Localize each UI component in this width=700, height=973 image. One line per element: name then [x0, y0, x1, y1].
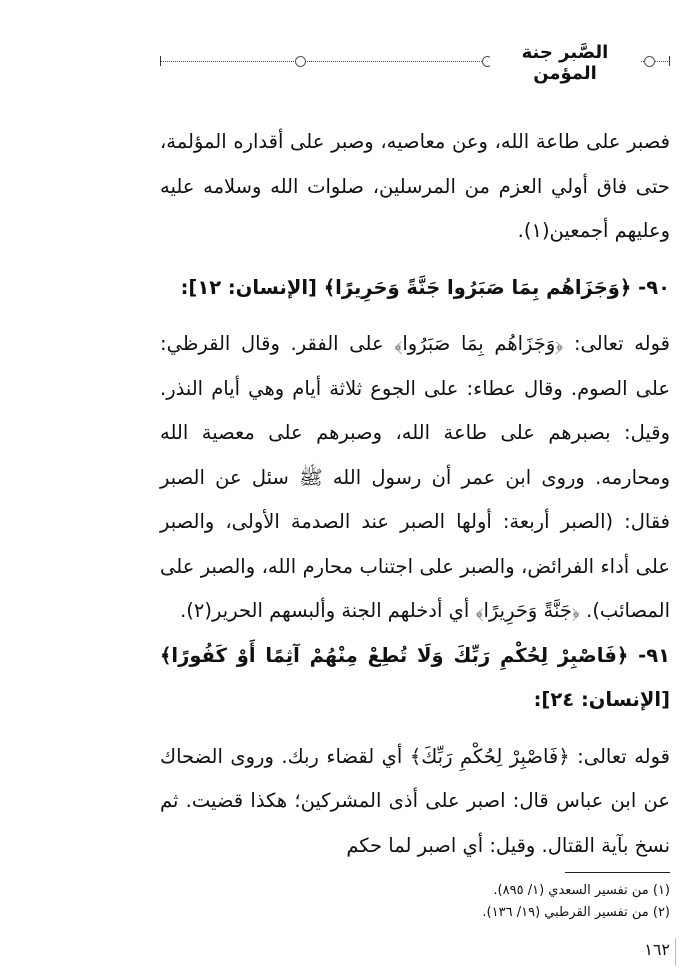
verse-heading-90: ٩٠- ﴿وَجَزَاهُم بِمَا صَبَرُوا جَنَّةً وَحَرِيرًا﴾ [الإنسان: ١٢]:	[180, 275, 670, 299]
page-edge-line	[675, 938, 676, 966]
header-ornament-right	[644, 56, 655, 67]
footnotes	[230, 880, 670, 924]
header-right-tick	[669, 56, 670, 66]
verse-heading-91: ٩١- ﴿فَاصْبِرْ لِحُكْمِ رَبِّكَ وَلَا تُطِعْ مِنْهُمْ آثِمًا أَوْ كَفُورًا﴾ [الإنسان: ٢٤]:	[160, 643, 670, 711]
header-ornament-left	[295, 56, 306, 67]
footnote-separator	[565, 872, 670, 873]
running-header	[160, 40, 670, 84]
footnote-2: (٢) من تفسير القرطبي (١٩/ ١٣٦).	[482, 905, 670, 920]
footnote-1: (١) من تفسير السعدي (١/ ٨٩٥).	[493, 883, 670, 898]
paragraph-commentary-90: قوله تعالى: ﴿وَجَزَاهُم بِمَا صَبَرُوا﴾ على الفقر. وقال القرظي: على الصوم. وقال عطاء: على الجوع ثلاثة أيام وهي أيام النذر. وقيل: بصبرهم على طاعة الله، وصبرهم على معصية الله ومحارمه. وروى ابن عمر أن رسول الله ﷺ سئل عن الصبر فقال: (الصبر أربعة: أولها الصبر عند الصدمة الأولى، والصبر على أداء الفرائض، والصبر على اجتناب محارم الله، والصبر على المصائب). ﴿جَنَّةً وَحَرِيرًا﴾ أي أدخلهم الجنة وألبسهم الحرير(٢).	[160, 332, 670, 622]
paragraph-continuation: فصبر على طاعة الله، وعن معاصيه، وصبر على أقداره المؤلمة، حتى فاق أولي العزم من المرسلين، صلوات الله وسلامه عليه وعليهم أجمعين(١).	[160, 130, 670, 242]
page-body	[160, 120, 670, 868]
header-title: الصَّبر جنة المؤمن	[490, 42, 640, 84]
header-left-tick	[160, 56, 161, 66]
paragraph-commentary-91: قوله تعالى: ﴿فَاصْبِرْ لِحُكْمِ رَبِّكَ﴾ أي لقضاء ربك. وروى الضحاك عن ابن عباس قال: اصبر على أذى المشركين؛ هكذا قضيت. ثم نسخ بآية القتال. وقيل: أي اصبر لما حكم	[160, 744, 670, 857]
page-number: ١٦٢	[644, 940, 670, 959]
